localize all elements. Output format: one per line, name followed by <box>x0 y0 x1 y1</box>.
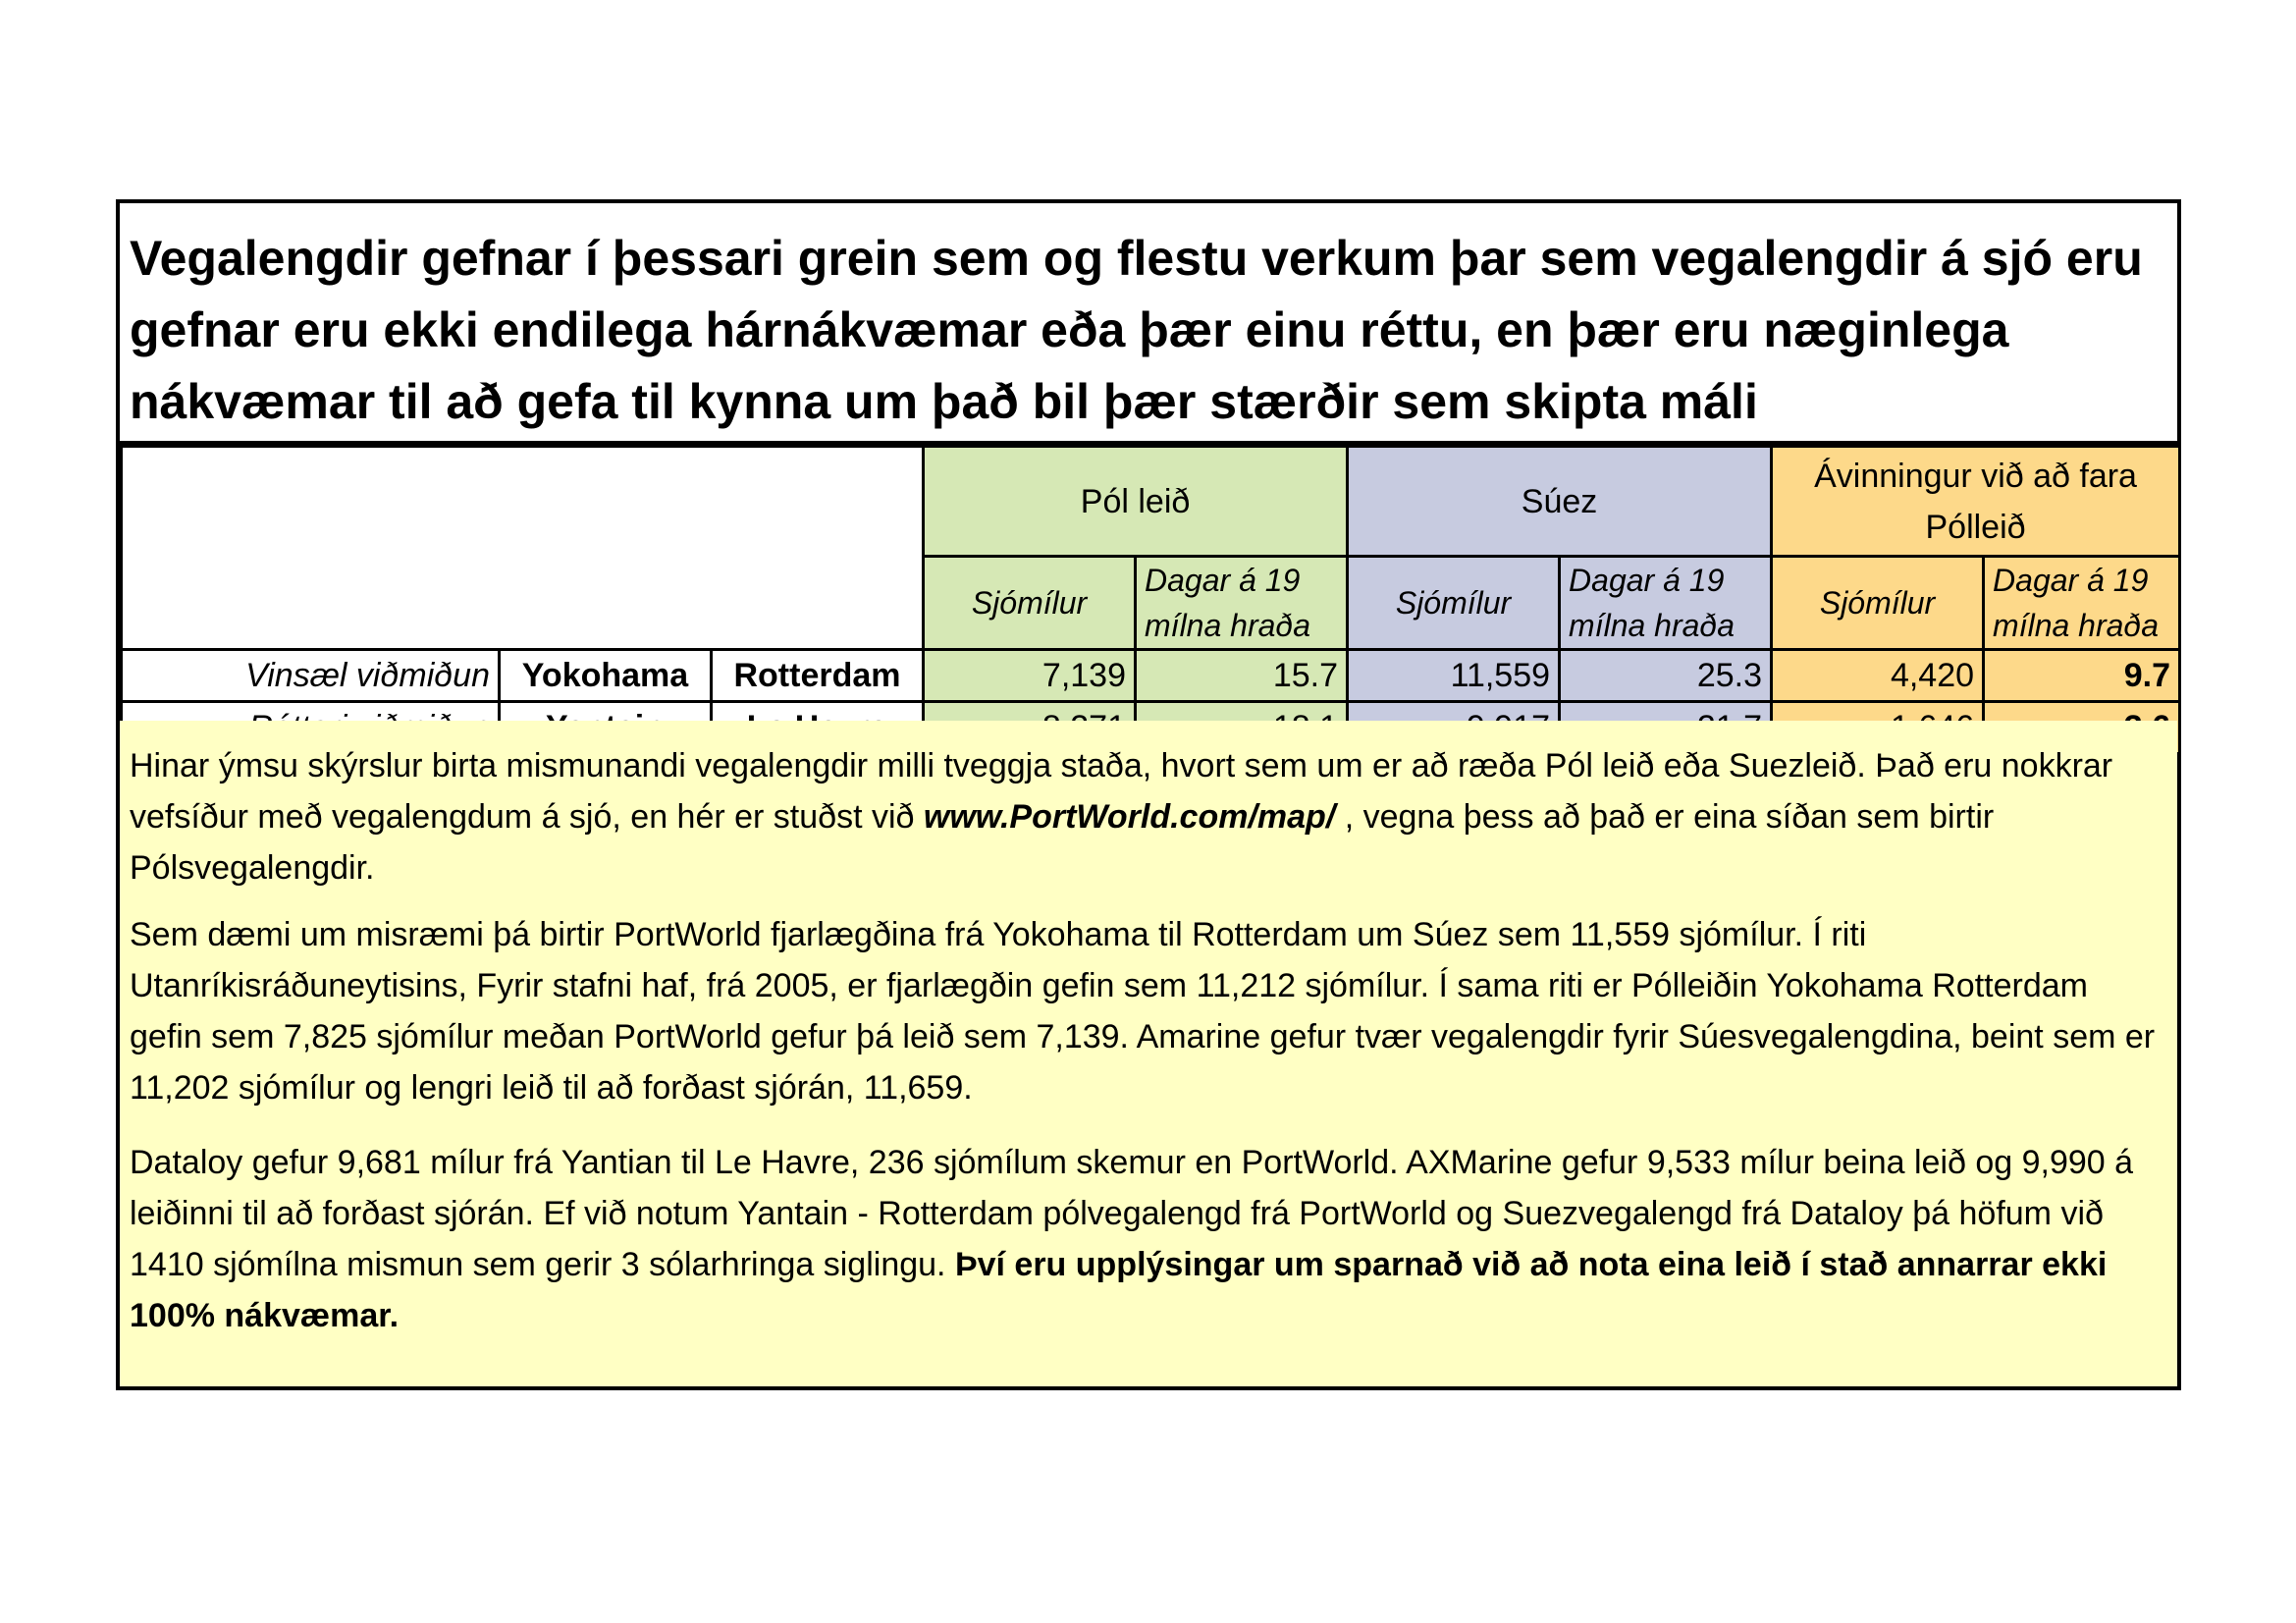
header-pol: Pól leið <box>924 447 1348 557</box>
notes-paragraph-2: Sem dæmi um misræmi þá birtir PortWorld fjarlægðina frá Yokohama til Rotterdam um Súez sem 11,559 sjómílur. Í riti Utanríkisráðuneytisins, Fyrir stafni haf, frá 2005, er fjarlægðin gefin sem 11,212 sjómílur. Í sama riti er Pólleiðin Yokohama Rotterdam gefin sem 7,825 sjómílur meðan PortWorld gefur þá leið sem 7,139. Amarine gefur tvær vegalengdir fyrir Súesvegalengdina, beint sem er 11,202 sjómílur og lengri leið til að forðast sjórán, 11,659. <box>130 916 2156 1107</box>
table-row <box>122 650 2180 702</box>
table-corner <box>122 447 924 650</box>
notes-p1-text-b: , vegna þess að það er eina síðan sem birtir Pólsvegalengdir. <box>130 798 1995 887</box>
subheader-suez-miles: Sjómílur <box>1348 557 1560 650</box>
notes-p3-text: Dataloy gefur 9,681 mílur frá Yantian til Le Havre, 236 sjómílum skemur en PortWorld. AXMarine gefur 9,533 mílur beina leið og 9,990 á leiðinni til að forðast sjórán. Ef við notum Yantain - Rotterdam pólvegalengd frá PortWorld og Suezvegalengd frá Dataloy þá höfum við 1410 sjómílna mismun sem gerir 3 sólarhringa siglingu. <box>130 1144 2134 1283</box>
portworld-link[interactable]: www.PortWorld.com/map/ <box>923 798 1336 836</box>
cell-gain-days: 9.7 <box>1984 650 2180 702</box>
cell-pol-miles: 7,139 <box>924 650 1136 702</box>
cell-suez-miles: 11,559 <box>1348 650 1560 702</box>
header-suez: Súez <box>1348 447 1772 557</box>
header-gain: Ávinningur við að fara Pólleið <box>1772 447 2180 557</box>
page-title: Vegalengdir gefnar í þessari grein sem og flestu verkum þar sem vegalengdir á sjó eru gefnar eru ekki endilega hárnákvæmar eða þær einu réttu, en þær eru næginlega nákvæmar til að gefa til kynna um það bil þær stærðir sem skipta máli <box>120 203 2177 445</box>
subheader-suez-days: Dagar á 19 mílna hraða <box>1560 557 1772 650</box>
row-from: Yokohama <box>500 650 712 702</box>
subheader-gain-days: Dagar á 19 mílna hraða <box>1984 557 2180 650</box>
cell-pol-days: 15.7 <box>1136 650 1348 702</box>
subheader-pol-days: Dagar á 19 mílna hraða <box>1136 557 1348 650</box>
notes-paragraph-3 <box>130 1137 2167 1341</box>
cell-suez-days: 25.3 <box>1560 650 1772 702</box>
notes-panel <box>120 721 2177 1386</box>
row-to: Rotterdam <box>712 650 924 702</box>
distance-table <box>120 445 2181 755</box>
subheader-gain-miles: Sjómílur <box>1772 557 1984 650</box>
cell-gain-miles: 4,420 <box>1772 650 1984 702</box>
subheader-pol-miles: Sjómílur <box>924 557 1136 650</box>
notes-p3-conclusion: Því eru upplýsingar um sparnað við að nota eina leið í stað annarrar ekki 100% nákvæmar. <box>130 1246 2108 1334</box>
row-label: Vinsæl viðmiðun <box>122 650 500 702</box>
document-frame <box>116 199 2181 1390</box>
notes-p1-text-a: Hinar ýmsu skýrslur birta mismunandi vegalengdir milli tveggja staða, hvort sem um er að ræða Pól leið eða Suezleið. Það eru nokkrar vefsíður með vegalengdum á sjó, en hér er stuðst við <box>130 747 2113 836</box>
notes-paragraph-1 <box>130 740 2167 893</box>
